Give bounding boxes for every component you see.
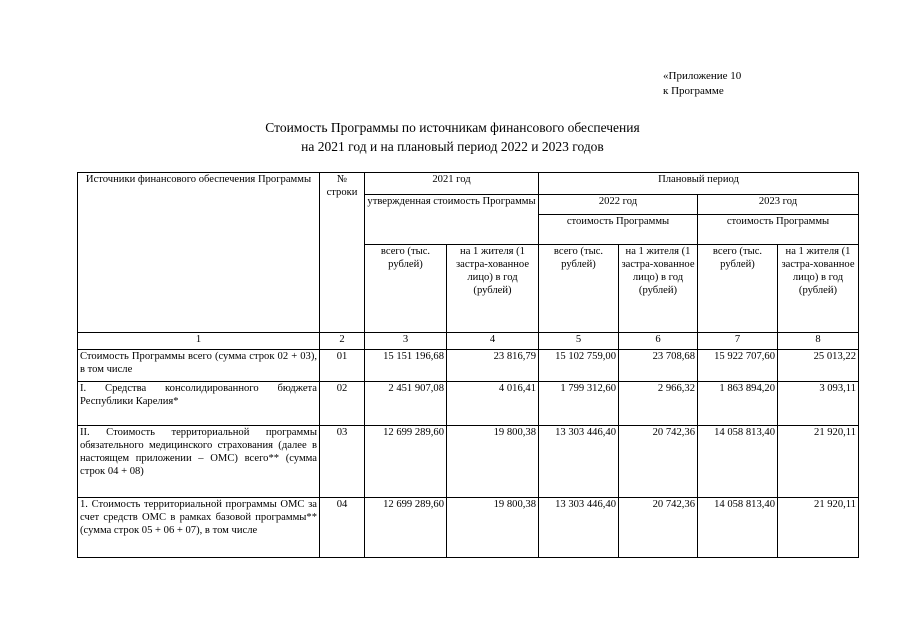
- header-line-number: № строки: [320, 173, 365, 333]
- header-year-2023: 2023 год: [698, 195, 859, 215]
- header-per-resident-2023: на 1 жителя (1 застра-хованное лицо) в год (рублей): [778, 245, 859, 333]
- appendix-line-1: «Приложение 10: [663, 70, 742, 82]
- row-per-resident-2022: 2 966,32: [619, 382, 698, 426]
- header-year-2021: 2021 год: [365, 173, 539, 195]
- header-total-2023: всего (тыс. рублей): [698, 245, 778, 333]
- header-year-2022: 2022 год: [539, 195, 698, 215]
- row-total-2022: 1 799 312,60: [539, 382, 619, 426]
- header-per-resident-2022: на 1 жителя (1 застра-хованное лицо) в год (рублей): [619, 245, 698, 333]
- table-row: [78, 382, 859, 426]
- row-line-number: 04: [320, 498, 365, 558]
- column-number: 3: [365, 333, 447, 350]
- row-line-number: 02: [320, 382, 365, 426]
- row-per-resident-2023: 21 920,11: [778, 426, 859, 498]
- column-number: 6: [619, 333, 698, 350]
- row-per-resident-2021: 23 816,79: [447, 350, 539, 382]
- row-total-2022: 13 303 446,40: [539, 426, 619, 498]
- column-number: 4: [447, 333, 539, 350]
- row-source: I. Средства консолидированного бюджета Республики Карелия*: [78, 382, 320, 426]
- appendix-line-2: к Программе: [663, 85, 724, 97]
- row-per-resident-2021: 19 800,38: [447, 498, 539, 558]
- header-sources: Источники финансового обеспечения Программы: [78, 173, 320, 333]
- title-line-1: Стоимость Программы по источникам финансового обеспечения: [265, 120, 640, 135]
- row-per-resident-2021: 4 016,41: [447, 382, 539, 426]
- program-cost-table: [77, 172, 859, 558]
- title-line-2: на 2021 год и на плановый период 2022 и 2023 годов: [301, 139, 604, 154]
- row-per-resident-2022: 23 708,68: [619, 350, 698, 382]
- row-total-2021: 15 151 196,68: [365, 350, 447, 382]
- row-line-number: 03: [320, 426, 365, 498]
- header-total-2021: всего (тыс. рублей): [365, 245, 447, 333]
- column-number: 2: [320, 333, 365, 350]
- table-row: [78, 426, 859, 498]
- row-source: II. Стоимость территориальной программы обязательного медицинского страхования (далее в настоящем приложении – ОМС) всего** (сумма строк 04 + 08): [78, 426, 320, 498]
- row-per-resident-2023: 21 920,11: [778, 498, 859, 558]
- row-source: Стоимость Программы всего (сумма строк 02 + 03), в том числе: [78, 350, 320, 382]
- column-number: 7: [698, 333, 778, 350]
- header-approved-cost: утвержденная стоимость Программы: [365, 195, 539, 245]
- row-total-2023: 1 863 894,20: [698, 382, 778, 426]
- row-total-2021: 2 451 907,08: [365, 382, 447, 426]
- row-per-resident-2023: 3 093,11: [778, 382, 859, 426]
- row-per-resident-2022: 20 742,36: [619, 426, 698, 498]
- header-program-cost-2023: стоимость Программы: [698, 215, 859, 245]
- row-total-2023: 15 922 707,60: [698, 350, 778, 382]
- document-title: [0, 118, 905, 156]
- row-per-resident-2023: 25 013,22: [778, 350, 859, 382]
- row-total-2022: 15 102 759,00: [539, 350, 619, 382]
- row-total-2021: 12 699 289,60: [365, 498, 447, 558]
- header-per-resident-2021: на 1 жителя (1 застра-хованное лицо) в год (рублей): [447, 245, 539, 333]
- header-program-cost-2022: стоимость Программы: [539, 215, 698, 245]
- row-per-resident-2022: 20 742,36: [619, 498, 698, 558]
- column-number: 8: [778, 333, 859, 350]
- row-total-2023: 14 058 813,40: [698, 426, 778, 498]
- table-row: [78, 350, 859, 382]
- row-total-2022: 13 303 446,40: [539, 498, 619, 558]
- row-per-resident-2021: 19 800,38: [447, 426, 539, 498]
- column-number: 5: [539, 333, 619, 350]
- row-total-2021: 12 699 289,60: [365, 426, 447, 498]
- appendix-note: [663, 69, 741, 99]
- header-total-2022: всего (тыс. рублей): [539, 245, 619, 333]
- row-line-number: 01: [320, 350, 365, 382]
- column-number: 1: [78, 333, 320, 350]
- table-row: [78, 498, 859, 558]
- row-source: 1. Стоимость территориальной программы ОМС за счет средств ОМС в рамках базовой программы** (сумма строк 05 + 06 + 07), в том числе: [78, 498, 320, 558]
- row-total-2023: 14 058 813,40: [698, 498, 778, 558]
- header-planned-period: Плановый период: [539, 173, 859, 195]
